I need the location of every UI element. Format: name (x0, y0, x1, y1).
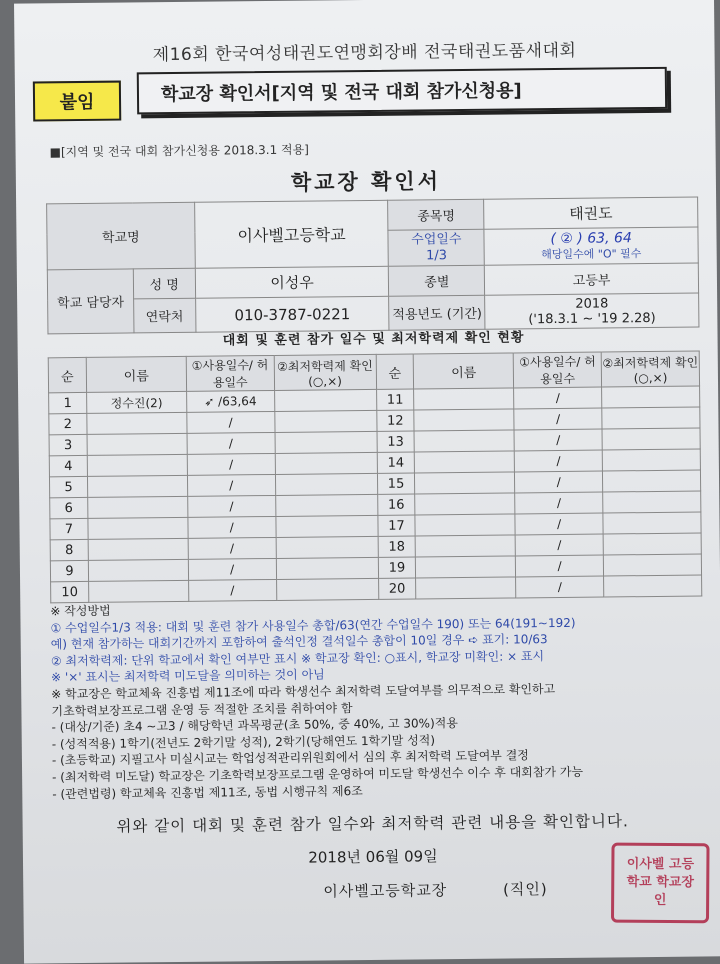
attachment-badge: 붙임 (33, 81, 121, 122)
cell-no: 19 (378, 557, 416, 578)
cell-no: 5 (49, 476, 87, 497)
school-value: 이사벨고등학교 (194, 200, 388, 268)
cell-name (87, 475, 187, 497)
cell-name (414, 430, 514, 452)
cell-no: 8 (50, 539, 88, 560)
instruction-line: 예) 현재 참가하는 대회기간까지 포함하여 출석인정 결석일수 총합이 10일 경우 ➪ 표기: 10/63 (50, 632, 548, 652)
cell-check (275, 494, 377, 516)
cell-days: / (187, 411, 275, 433)
cell-check (602, 407, 700, 429)
cell-no: 9 (50, 560, 88, 581)
cell-name (88, 496, 188, 518)
instruction-line: - (최저학력 미도달) 학교장은 기초학력보장프로그램 운영하여 미도달 학생선수 이수 후 대회참가 가능 (52, 764, 584, 785)
instruction-line: - (초등학교) 지필고사 미실시교는 학업성적관리위원회에서 심의 후 최저학력 도달여부 결정 (51, 748, 529, 768)
cell-days: / (515, 471, 603, 493)
days-cell (484, 227, 698, 265)
official-seal-stamp (611, 843, 710, 924)
days-sub: 1/3 (425, 247, 448, 263)
col-days: ①사용일수/ 허용일수 (513, 352, 601, 388)
cell-check (275, 431, 377, 453)
cell-check (276, 515, 378, 537)
cell-name (416, 577, 516, 599)
cell-days: / (514, 387, 602, 409)
event-label: 종목명 (388, 199, 484, 230)
competition-title: 제16회 한국여성태권도연맹회장배 전국태권도품새대회 (152, 40, 577, 66)
col-check: ②최저학력제 확인(○,×) (601, 351, 699, 387)
cell-check (603, 491, 701, 513)
col-name: 이름 (86, 356, 186, 392)
cell-name (87, 454, 187, 476)
event-value: 태권도 (484, 197, 698, 229)
applies-note: ■[지역 및 전국 대회 참가신청용 2018.3.1 적용] (49, 142, 309, 160)
cell-days: ➶ /63,64 (186, 390, 274, 412)
cell-days: / (187, 453, 275, 475)
cell-no: 16 (377, 494, 415, 515)
instruction-line: 기초학력보장프로그램 운영 등 적절한 조치를 취하여야 함 (51, 700, 353, 718)
stamp-text: 이사벨 고등학교 학교장인 (626, 856, 695, 908)
instruction-line: ① 수업일수1/3 적용: 대회 및 훈련 참가 사용일수 총합/63(연간 수업일수 190) 또는 64(191~192) (50, 615, 576, 635)
cell-name (88, 559, 188, 581)
cell-no: 2 (49, 413, 87, 434)
cell-days: / (188, 516, 276, 538)
cell-days: / (516, 576, 604, 598)
name-label: 성 명 (133, 268, 195, 299)
cell-no: 6 (50, 497, 88, 518)
cell-name (414, 409, 514, 431)
confirmation-text: 위와 같이 대회 및 훈련 참가 일수와 최저학력 관련 내용을 확인합니다. (116, 812, 629, 836)
col-days: ①사용일수/ 허용일수 (186, 355, 274, 391)
division-value: 고등부 (485, 263, 699, 295)
cell-check (275, 452, 377, 474)
cell-days: / (514, 429, 602, 451)
document-paper (14, 0, 720, 964)
doc-title: 학교장 확인서 (290, 169, 442, 195)
principal-name: 이사벨고등학교장 (323, 881, 448, 901)
cell-days: / (187, 432, 275, 454)
cell-days: / (188, 537, 276, 559)
col-name: 이름 (414, 353, 514, 389)
cell-days: / (187, 495, 275, 517)
cell-name: 정수진(2) (87, 391, 187, 413)
cell-check (603, 470, 701, 492)
cell-check (603, 512, 701, 534)
cell-check (274, 410, 376, 432)
participation-table (48, 351, 703, 604)
division-label: 종별 (389, 265, 485, 296)
cell-name (89, 580, 189, 602)
cell-no: 17 (377, 515, 415, 536)
year-period: ('18.3.1 ~ '19 2.28) (528, 310, 656, 327)
instruction-line: ※ 학교장은 학교체육 진흥법 제11조에 따라 학생선수 최저학력 도달여부를 의무적으로 확인하고 (51, 682, 556, 702)
cell-days: / (187, 474, 275, 496)
issue-date: 2018년 06월 09일 (308, 847, 438, 867)
days-note: 해당일수에 "O" 필수 (541, 246, 642, 261)
cell-check (276, 557, 378, 579)
section-title: 대회 및 훈련 참가 일수 및 최저학력제 확인 현황 (222, 330, 525, 349)
cell-no: 10 (51, 581, 89, 602)
writing-instructions (50, 596, 712, 802)
instruction-line: ※ 작성방법 (50, 603, 111, 619)
instruction-line: - (대상/기준) 초4 ~고3 / 해당학년 과목평균(초 50%, 중 40%, 고 30%)적용 (51, 716, 458, 735)
cell-check (274, 389, 376, 411)
cell-name (88, 538, 188, 560)
col-no: 순 (376, 354, 414, 389)
cell-check (276, 536, 378, 558)
cell-no: 1 (49, 392, 87, 413)
cell-check (603, 554, 701, 576)
cell-no: 20 (378, 578, 416, 599)
days-value: ( ② ) 63, 64 (550, 229, 632, 247)
manager-label: 학교 담당자 (47, 269, 134, 334)
cell-name (415, 493, 515, 515)
year-value: 2018 (575, 295, 609, 312)
cell-check (604, 575, 702, 597)
contact-label: 연락처 (133, 298, 195, 333)
cell-name (87, 433, 187, 455)
cell-no: 3 (49, 434, 87, 455)
cell-no: 4 (49, 455, 87, 476)
cell-check (603, 533, 701, 555)
info-table (46, 197, 699, 335)
school-label: 학교명 (47, 202, 195, 270)
cell-days: / (516, 555, 604, 577)
instruction-line: ② 최저학력제: 단위 학교에서 확인 여부만 표시 ※ 학교장 확인: ○표시, 학교장 미확인: × 표시 (50, 648, 545, 669)
cell-name (416, 535, 516, 557)
cell-name (415, 451, 515, 473)
instruction-line: - (관련법령) 학교체육 진흥법 제11조, 동법 시행규칙 제6조 (52, 783, 363, 801)
cell-check (275, 473, 377, 495)
contact-value: 010-3787-0221 (195, 296, 389, 332)
cell-no: 7 (50, 518, 88, 539)
cell-days: / (514, 450, 602, 472)
cell-days: / (515, 534, 603, 556)
days-label: 수업일수 (411, 231, 462, 248)
days-label-cell (388, 229, 484, 266)
name-value: 이성우 (195, 266, 389, 298)
cell-name (415, 472, 515, 494)
cell-name (414, 388, 514, 410)
col-no: 순 (48, 357, 86, 392)
cell-check (602, 386, 700, 408)
form-heading: 학교장 확인서[지역 및 전국 대회 참가신청용] (137, 67, 667, 115)
cell-name (87, 412, 187, 434)
cell-name (416, 556, 516, 578)
cell-name (88, 517, 188, 539)
cell-days: / (515, 492, 603, 514)
instruction-line: - (성적적용) 1학기(전년도 2학기말 성적), 2학기(당해연도 1학기말 성적) (51, 733, 436, 752)
cell-no: 15 (377, 473, 415, 494)
cell-no: 12 (376, 410, 414, 431)
cell-days: / (515, 513, 603, 535)
seal-note: (직인) (502, 880, 548, 899)
cell-name (415, 514, 515, 536)
cell-days: / (514, 408, 602, 430)
cell-no: 11 (376, 389, 414, 410)
principal-signature (323, 878, 548, 901)
cell-days: / (188, 579, 276, 601)
cell-check (602, 449, 700, 471)
cell-no: 18 (378, 536, 416, 557)
col-check: ②최저학력제 확인(○,×) (274, 354, 376, 390)
year-label: 적용년도 (기간) (389, 295, 485, 330)
cell-no: 14 (377, 452, 415, 473)
cell-no: 13 (377, 431, 415, 452)
cell-check (602, 428, 700, 450)
cell-days: / (188, 558, 276, 580)
year-cell (485, 293, 699, 329)
cell-check (276, 578, 378, 600)
instruction-line: ※ '×' 표시는 최저학력 미도달을 의미하는 것이 아님 (51, 667, 325, 685)
